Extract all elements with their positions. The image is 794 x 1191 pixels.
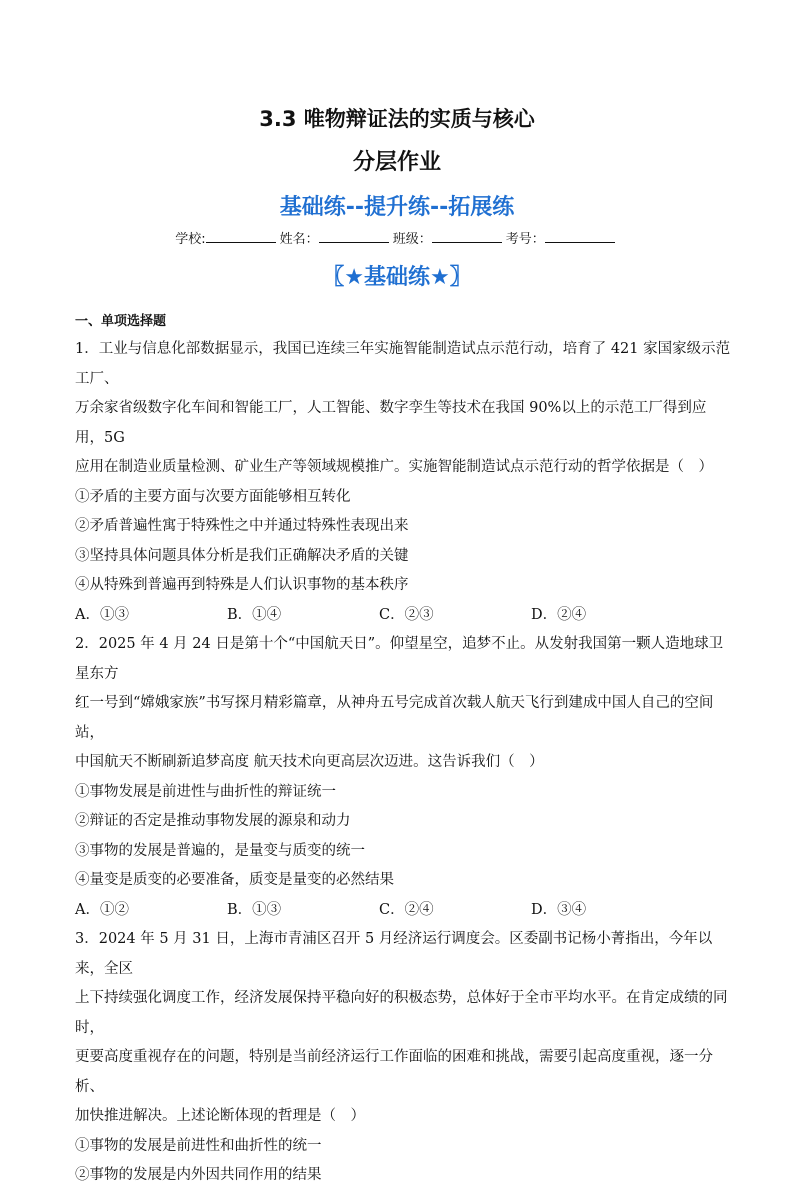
question-1 (75, 335, 735, 630)
document-subtitle: 分层作业 (352, 150, 441, 175)
question-stem-line: 2．2025 年 4 月 24 日是第十个“中国航天日”。仰望星空，追梦不止。从发射我国第一颗人造地球卫星东方 (75, 636, 724, 682)
choice-a: A．①③ (75, 606, 129, 623)
question-option: ④从特殊到普遍再到特殊是人们认识事物的基本秩序 (75, 577, 409, 593)
question-stem-line: 上下持续强化调度工作，经济发展保持平稳向好的积极态势，总体好于全市平均水平。在肯定成绩的同时， (75, 990, 728, 1036)
choice-d: D．③④ (531, 901, 587, 918)
question-option: ④量变是质变的必要准备，质变是量变的必然结果 (75, 872, 394, 888)
question-option: ①矛盾的主要方面与次要方面能够相互转化 (75, 488, 351, 505)
school-label: 学校: (175, 232, 206, 247)
name-blank (319, 230, 389, 243)
practice-levels: 基础练--提升练--拓展练 (279, 195, 515, 220)
question-option: ③事物的发展是普遍的，是量变与质变的统一 (75, 842, 365, 859)
question-stem-line: 3．2024 年 5 月 31 日，上海市青浦区召开 5 月经济运行调度会。区委副书记杨小菁指出，今年以来，全区 (75, 931, 713, 977)
choice-a: A．①② (75, 901, 129, 918)
questions-content (75, 335, 735, 1191)
document-title: 3.3 唯物辩证法的实质与核心 (259, 107, 535, 131)
question-stem-line: 中国航天不断刷新追梦高度 航天技术向更高层次迈进。这告诉我们（ ） (75, 754, 544, 770)
question-option: ③坚持具体问题具体分析是我们正确解决矛盾的关键 (75, 547, 409, 564)
name-label: 姓名： (279, 232, 319, 247)
question-option: ①事物发展是前进性与曲折性的辩证统一 (75, 783, 336, 800)
student-info-row (0, 228, 794, 247)
question-option: ②矛盾普遍性寓于特殊性之中并通过特殊性表现出来 (75, 518, 409, 534)
answer-choices (75, 896, 735, 926)
exam-no-label: 考号： (505, 232, 545, 247)
answer-choices (75, 601, 735, 631)
question-stem-line: 红一号到“嫦娥家族”书写探月精彩篇章，从神舟五号完成首次载人航天飞行到建成中国人自己的空间站， (75, 695, 714, 741)
question-stem-line: 应用在制造业质量检测、矿业生产等领域规模推广。实施智能制造试点示范行动的哲学依据是（ ） (75, 459, 713, 475)
question-stem-line: 万余家省级数字化车间和智能工厂，人工智能、数字孪生等技术在我国 90%以上的示范工厂得到应用，5G (75, 400, 707, 446)
choice-d: D．②④ (531, 606, 587, 623)
question-stem-line: 加快推进解决。上述论断体现的哲理是（ ） (75, 1108, 365, 1124)
question-stem-line: 1．工业与信息化部数据显示，我国已连续三年实施智能制造试点示范行动，培育了 421 家国家级示范工厂、 (75, 341, 731, 387)
question-option: ①事物的发展是前进性和曲折性的统一 (75, 1137, 322, 1154)
question-stem-line: 更要高度重视存在的问题，特别是当前经济运行工作面临的困难和挑战，需要引起高度重视，逐一分析、 (75, 1049, 713, 1095)
exam-no-blank (545, 230, 615, 243)
section-title: 〖★基础练★〗 (322, 265, 472, 290)
part-heading: 一、单项选择题 (75, 314, 167, 329)
question-2 (75, 630, 735, 925)
question-option: ②事物的发展是内外因共同作用的结果 (75, 1167, 322, 1183)
choice-b: B．①④ (227, 606, 282, 623)
question-option: ②辩证的否定是推动事物发展的源泉和动力 (75, 813, 351, 829)
choice-c: C．②④ (379, 901, 434, 918)
school-blank (206, 230, 276, 243)
choice-b: B．①③ (227, 901, 282, 918)
question-3 (75, 925, 735, 1191)
class-label: 班级： (392, 232, 432, 247)
class-blank (432, 230, 502, 243)
choice-c: C．②③ (379, 606, 434, 623)
